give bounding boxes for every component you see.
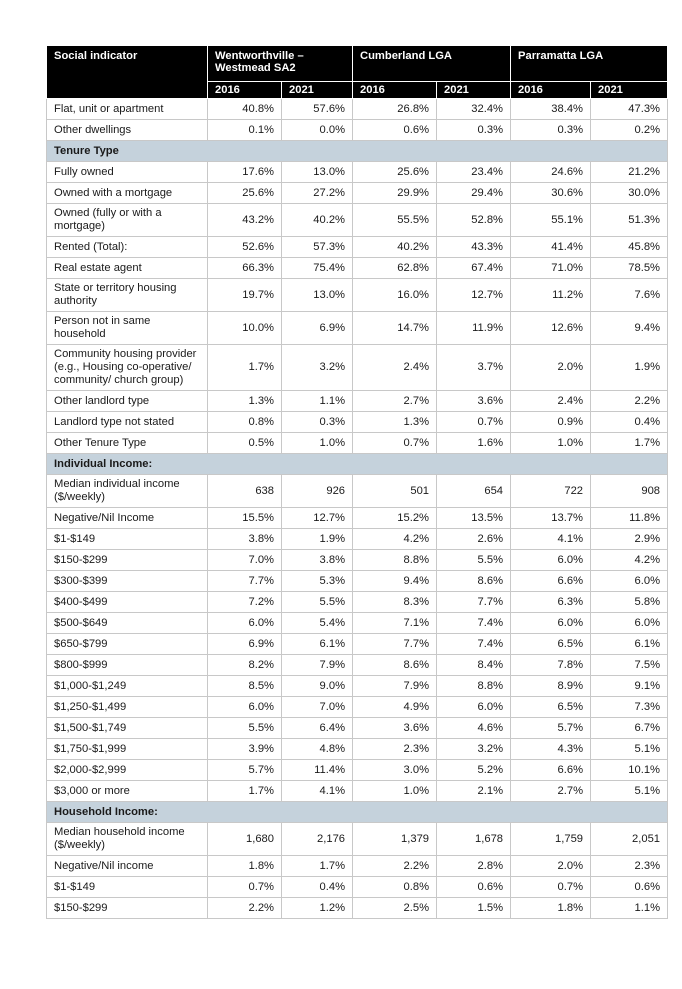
value-cell: 1.3%	[208, 391, 282, 412]
row-label: Median household income ($/weekly)	[47, 823, 208, 856]
value-cell: 638	[208, 475, 282, 508]
row-label: Fully owned	[47, 162, 208, 183]
value-cell: 6.0%	[208, 613, 282, 634]
value-cell: 8.8%	[437, 676, 511, 697]
value-cell: 6.0%	[591, 571, 668, 592]
value-cell: 14.7%	[353, 312, 437, 345]
value-cell: 1,379	[353, 823, 437, 856]
table-row	[47, 697, 668, 718]
value-cell: 10.0%	[208, 312, 282, 345]
value-cell: 6.3%	[511, 592, 591, 613]
value-cell: 5.2%	[437, 760, 511, 781]
table-row	[47, 592, 668, 613]
value-cell: 4.8%	[282, 739, 353, 760]
table-row	[47, 676, 668, 697]
value-cell: 1.0%	[282, 433, 353, 454]
value-cell: 55.1%	[511, 204, 591, 237]
row-label: $2,000-$2,999	[47, 760, 208, 781]
value-cell: 4.1%	[282, 781, 353, 802]
value-cell: 0.6%	[437, 877, 511, 898]
value-cell: 1,759	[511, 823, 591, 856]
value-cell: 67.4%	[437, 258, 511, 279]
row-label: $3,000 or more	[47, 781, 208, 802]
header-year: 2016	[511, 82, 591, 99]
value-cell: 6.0%	[511, 613, 591, 634]
value-cell: 0.3%	[282, 412, 353, 433]
row-label: Community housing provider (e.g., Housing co-operative/ community/ church group)	[47, 345, 208, 391]
value-cell: 6.9%	[282, 312, 353, 345]
row-label: Flat, unit or apartment	[47, 99, 208, 120]
value-cell: 7.7%	[208, 571, 282, 592]
value-cell: 11.2%	[511, 279, 591, 312]
section-header-row	[47, 454, 668, 475]
table-row	[47, 312, 668, 345]
value-cell: 1.7%	[282, 856, 353, 877]
value-cell: 6.5%	[511, 634, 591, 655]
value-cell: 2.0%	[511, 856, 591, 877]
value-cell: 19.7%	[208, 279, 282, 312]
row-label: Owned (fully or with a mortgage)	[47, 204, 208, 237]
value-cell: 5.5%	[208, 718, 282, 739]
value-cell: 4.1%	[511, 529, 591, 550]
value-cell: 1.6%	[437, 433, 511, 454]
value-cell: 1.7%	[208, 345, 282, 391]
row-label: $1,250-$1,499	[47, 697, 208, 718]
row-label: Rented (Total):	[47, 237, 208, 258]
row-label: $650-$799	[47, 634, 208, 655]
value-cell: 3.6%	[353, 718, 437, 739]
value-cell: 2.2%	[353, 856, 437, 877]
value-cell: 52.6%	[208, 237, 282, 258]
value-cell: 6.9%	[208, 634, 282, 655]
value-cell: 0.5%	[208, 433, 282, 454]
value-cell: 0.2%	[591, 120, 668, 141]
row-label: $150-$299	[47, 898, 208, 919]
section-header-row	[47, 141, 668, 162]
value-cell: 11.4%	[282, 760, 353, 781]
value-cell: 2.4%	[353, 345, 437, 391]
value-cell: 0.4%	[282, 877, 353, 898]
row-label: $800-$999	[47, 655, 208, 676]
value-cell: 52.8%	[437, 204, 511, 237]
value-cell: 24.6%	[511, 162, 591, 183]
value-cell: 0.3%	[511, 120, 591, 141]
header-group-wentworthville-westmead: Wentworthville – Westmead SA2	[208, 46, 353, 82]
value-cell: 10.1%	[591, 760, 668, 781]
row-label: $1,500-$1,749	[47, 718, 208, 739]
value-cell: 6.0%	[511, 550, 591, 571]
row-label: $1-$149	[47, 529, 208, 550]
table-row	[47, 898, 668, 919]
value-cell: 2.4%	[511, 391, 591, 412]
table-header	[47, 46, 668, 99]
value-cell: 12.7%	[437, 279, 511, 312]
value-cell: 32.4%	[437, 99, 511, 120]
table-row	[47, 613, 668, 634]
table-row	[47, 258, 668, 279]
value-cell: 9.4%	[591, 312, 668, 345]
value-cell: 9.1%	[591, 676, 668, 697]
table-row	[47, 99, 668, 120]
value-cell: 6.0%	[437, 697, 511, 718]
value-cell: 0.4%	[591, 412, 668, 433]
table-row	[47, 412, 668, 433]
value-cell: 1,678	[437, 823, 511, 856]
value-cell: 4.2%	[353, 529, 437, 550]
value-cell: 13.0%	[282, 279, 353, 312]
table-row	[47, 345, 668, 391]
value-cell: 21.2%	[591, 162, 668, 183]
row-label: Owned with a mortgage	[47, 183, 208, 204]
header-year: 2021	[437, 82, 511, 99]
value-cell: 654	[437, 475, 511, 508]
value-cell: 12.7%	[282, 508, 353, 529]
value-cell: 6.5%	[511, 697, 591, 718]
value-cell: 1,680	[208, 823, 282, 856]
value-cell: 1.3%	[353, 412, 437, 433]
value-cell: 6.0%	[591, 613, 668, 634]
value-cell: 1.8%	[208, 856, 282, 877]
header-group-cumberland: Cumberland LGA	[353, 46, 511, 82]
row-label: $1,000-$1,249	[47, 676, 208, 697]
value-cell: 1.9%	[282, 529, 353, 550]
value-cell: 0.7%	[353, 433, 437, 454]
value-cell: 7.2%	[208, 592, 282, 613]
value-cell: 30.6%	[511, 183, 591, 204]
social-indicator-table	[46, 45, 668, 919]
value-cell: 29.9%	[353, 183, 437, 204]
value-cell: 722	[511, 475, 591, 508]
value-cell: 8.5%	[208, 676, 282, 697]
value-cell: 25.6%	[353, 162, 437, 183]
table-row	[47, 529, 668, 550]
value-cell: 45.8%	[591, 237, 668, 258]
value-cell: 6.1%	[282, 634, 353, 655]
value-cell: 57.6%	[282, 99, 353, 120]
value-cell: 7.9%	[353, 676, 437, 697]
value-cell: 4.6%	[437, 718, 511, 739]
value-cell: 11.9%	[437, 312, 511, 345]
table-row	[47, 856, 668, 877]
value-cell: 3.8%	[208, 529, 282, 550]
value-cell: 78.5%	[591, 258, 668, 279]
value-cell: 5.7%	[208, 760, 282, 781]
value-cell: 9.4%	[353, 571, 437, 592]
value-cell: 5.4%	[282, 613, 353, 634]
value-cell: 1.7%	[208, 781, 282, 802]
value-cell: 41.4%	[511, 237, 591, 258]
value-cell: 8.3%	[353, 592, 437, 613]
value-cell: 27.2%	[282, 183, 353, 204]
row-label: $1-$149	[47, 877, 208, 898]
value-cell: 3.2%	[282, 345, 353, 391]
section-title: Household Income:	[47, 802, 668, 823]
table-row	[47, 433, 668, 454]
value-cell: 6.4%	[282, 718, 353, 739]
value-cell: 4.9%	[353, 697, 437, 718]
section-title: Individual Income:	[47, 454, 668, 475]
value-cell: 40.2%	[353, 237, 437, 258]
value-cell: 501	[353, 475, 437, 508]
value-cell: 2.6%	[437, 529, 511, 550]
value-cell: 6.7%	[591, 718, 668, 739]
table-row	[47, 718, 668, 739]
value-cell: 1.0%	[353, 781, 437, 802]
value-cell: 16.0%	[353, 279, 437, 312]
table-row	[47, 823, 668, 856]
value-cell: 2.2%	[208, 898, 282, 919]
value-cell: 7.1%	[353, 613, 437, 634]
value-cell: 5.5%	[437, 550, 511, 571]
table-row	[47, 237, 668, 258]
value-cell: 7.6%	[591, 279, 668, 312]
value-cell: 2.8%	[437, 856, 511, 877]
value-cell: 0.9%	[511, 412, 591, 433]
table-row	[47, 120, 668, 141]
row-label: $150-$299	[47, 550, 208, 571]
row-label: $1,750-$1,999	[47, 739, 208, 760]
value-cell: 29.4%	[437, 183, 511, 204]
value-cell: 9.0%	[282, 676, 353, 697]
value-cell: 3.0%	[353, 760, 437, 781]
value-cell: 6.0%	[208, 697, 282, 718]
row-label: Person not in same household	[47, 312, 208, 345]
row-label: $400-$499	[47, 592, 208, 613]
value-cell: 908	[591, 475, 668, 508]
value-cell: 66.3%	[208, 258, 282, 279]
section-header-row	[47, 802, 668, 823]
value-cell: 2.3%	[591, 856, 668, 877]
value-cell: 43.2%	[208, 204, 282, 237]
value-cell: 5.7%	[511, 718, 591, 739]
value-cell: 0.8%	[353, 877, 437, 898]
table-row	[47, 781, 668, 802]
value-cell: 1.0%	[511, 433, 591, 454]
value-cell: 7.5%	[591, 655, 668, 676]
value-cell: 4.3%	[511, 739, 591, 760]
value-cell: 4.2%	[591, 550, 668, 571]
value-cell: 2,051	[591, 823, 668, 856]
table-row	[47, 760, 668, 781]
value-cell: 7.7%	[353, 634, 437, 655]
value-cell: 2.5%	[353, 898, 437, 919]
section-title: Tenure Type	[47, 141, 668, 162]
table-row	[47, 571, 668, 592]
value-cell: 3.7%	[437, 345, 511, 391]
value-cell: 0.8%	[208, 412, 282, 433]
value-cell: 3.2%	[437, 739, 511, 760]
value-cell: 13.7%	[511, 508, 591, 529]
value-cell: 7.3%	[591, 697, 668, 718]
header-year: 2021	[282, 82, 353, 99]
value-cell: 8.2%	[208, 655, 282, 676]
value-cell: 7.4%	[437, 634, 511, 655]
table-row	[47, 162, 668, 183]
value-cell: 2.1%	[437, 781, 511, 802]
value-cell: 55.5%	[353, 204, 437, 237]
table-body	[47, 99, 668, 919]
value-cell: 0.7%	[208, 877, 282, 898]
value-cell: 926	[282, 475, 353, 508]
value-cell: 40.2%	[282, 204, 353, 237]
header-year: 2021	[591, 82, 668, 99]
value-cell: 30.0%	[591, 183, 668, 204]
row-label: Other Tenure Type	[47, 433, 208, 454]
value-cell: 1.9%	[591, 345, 668, 391]
table-row	[47, 391, 668, 412]
value-cell: 2.7%	[353, 391, 437, 412]
row-label: State or territory housing authority	[47, 279, 208, 312]
row-label: Landlord type not stated	[47, 412, 208, 433]
value-cell: 51.3%	[591, 204, 668, 237]
value-cell: 2.3%	[353, 739, 437, 760]
table-row	[47, 475, 668, 508]
value-cell: 6.6%	[511, 760, 591, 781]
value-cell: 1.7%	[591, 433, 668, 454]
row-label: $500-$649	[47, 613, 208, 634]
value-cell: 25.6%	[208, 183, 282, 204]
value-cell: 2.0%	[511, 345, 591, 391]
value-cell: 0.0%	[282, 120, 353, 141]
value-cell: 1.1%	[282, 391, 353, 412]
row-label: $300-$399	[47, 571, 208, 592]
value-cell: 0.1%	[208, 120, 282, 141]
value-cell: 5.5%	[282, 592, 353, 613]
value-cell: 57.3%	[282, 237, 353, 258]
value-cell: 7.4%	[437, 613, 511, 634]
value-cell: 2.9%	[591, 529, 668, 550]
row-label: Negative/Nil Income	[47, 508, 208, 529]
header-group-parramatta: Parramatta LGA	[511, 46, 668, 82]
value-cell: 0.3%	[437, 120, 511, 141]
value-cell: 17.6%	[208, 162, 282, 183]
table-row	[47, 204, 668, 237]
value-cell: 6.6%	[511, 571, 591, 592]
row-label: Real estate agent	[47, 258, 208, 279]
row-label: Other dwellings	[47, 120, 208, 141]
value-cell: 13.0%	[282, 162, 353, 183]
value-cell: 8.9%	[511, 676, 591, 697]
value-cell: 12.6%	[511, 312, 591, 345]
value-cell: 6.1%	[591, 634, 668, 655]
table-row	[47, 877, 668, 898]
value-cell: 1.1%	[591, 898, 668, 919]
value-cell: 7.7%	[437, 592, 511, 613]
header-year: 2016	[353, 82, 437, 99]
value-cell: 43.3%	[437, 237, 511, 258]
value-cell: 71.0%	[511, 258, 591, 279]
value-cell: 7.0%	[208, 550, 282, 571]
value-cell: 3.9%	[208, 739, 282, 760]
value-cell: 23.4%	[437, 162, 511, 183]
value-cell: 5.3%	[282, 571, 353, 592]
value-cell: 2,176	[282, 823, 353, 856]
value-cell: 15.5%	[208, 508, 282, 529]
value-cell: 8.8%	[353, 550, 437, 571]
value-cell: 62.8%	[353, 258, 437, 279]
value-cell: 8.6%	[437, 571, 511, 592]
value-cell: 0.6%	[591, 877, 668, 898]
value-cell: 75.4%	[282, 258, 353, 279]
row-label: Other landlord type	[47, 391, 208, 412]
value-cell: 15.2%	[353, 508, 437, 529]
value-cell: 2.2%	[591, 391, 668, 412]
table-row	[47, 634, 668, 655]
value-cell: 13.5%	[437, 508, 511, 529]
value-cell: 11.8%	[591, 508, 668, 529]
value-cell: 3.6%	[437, 391, 511, 412]
value-cell: 1.2%	[282, 898, 353, 919]
header-year: 2016	[208, 82, 282, 99]
value-cell: 7.0%	[282, 697, 353, 718]
value-cell: 5.8%	[591, 592, 668, 613]
value-cell: 8.4%	[437, 655, 511, 676]
table-row	[47, 550, 668, 571]
row-label: Negative/Nil income	[47, 856, 208, 877]
value-cell: 7.8%	[511, 655, 591, 676]
value-cell: 38.4%	[511, 99, 591, 120]
table-row	[47, 739, 668, 760]
value-cell: 0.7%	[511, 877, 591, 898]
value-cell: 40.8%	[208, 99, 282, 120]
value-cell: 8.6%	[353, 655, 437, 676]
value-cell: 0.7%	[437, 412, 511, 433]
table-row	[47, 279, 668, 312]
value-cell: 5.1%	[591, 739, 668, 760]
table-row	[47, 655, 668, 676]
table-row	[47, 183, 668, 204]
value-cell: 3.8%	[282, 550, 353, 571]
value-cell: 47.3%	[591, 99, 668, 120]
value-cell: 1.8%	[511, 898, 591, 919]
value-cell: 2.7%	[511, 781, 591, 802]
table-row	[47, 508, 668, 529]
value-cell: 26.8%	[353, 99, 437, 120]
value-cell: 0.6%	[353, 120, 437, 141]
header-social-indicator: Social indicator	[47, 46, 208, 99]
value-cell: 5.1%	[591, 781, 668, 802]
value-cell: 1.5%	[437, 898, 511, 919]
value-cell: 7.9%	[282, 655, 353, 676]
row-label: Median individual income ($/weekly)	[47, 475, 208, 508]
